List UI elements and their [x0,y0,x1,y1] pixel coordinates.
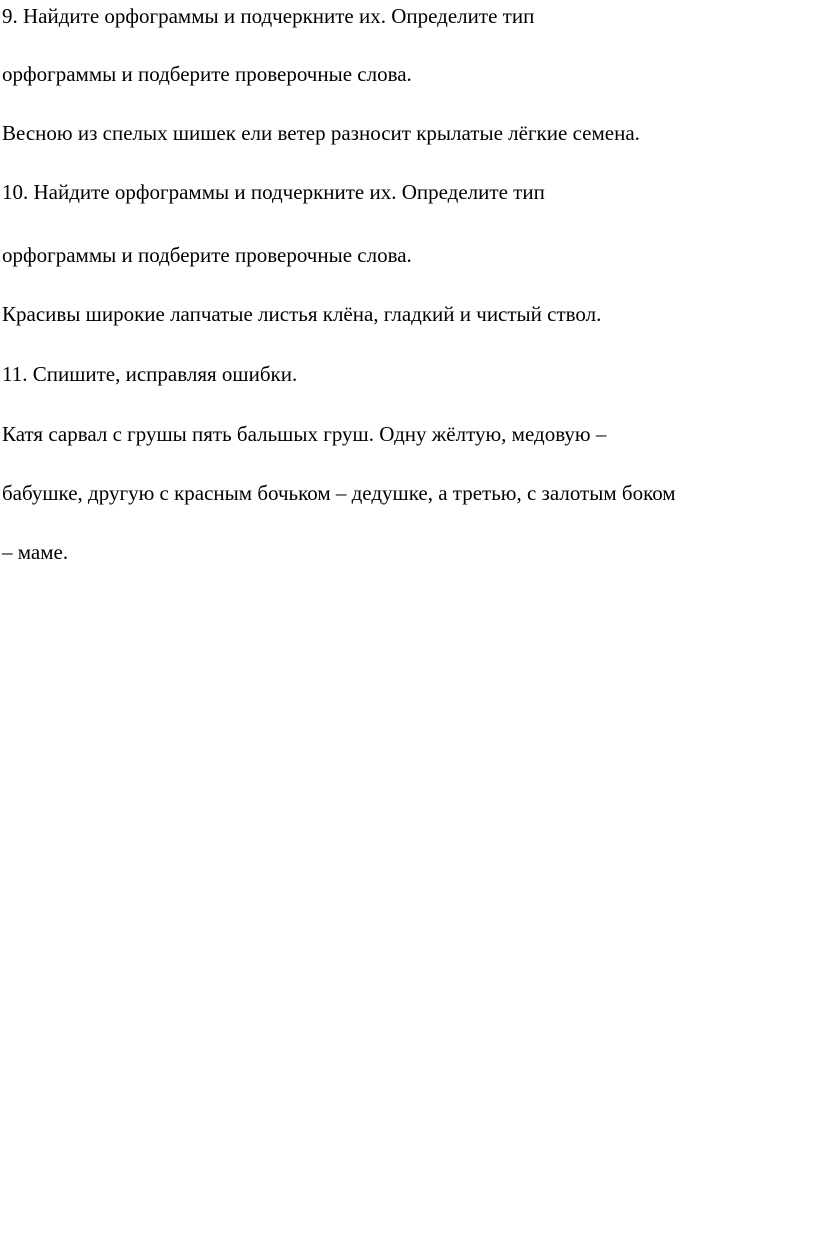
task-11-text-line-3: – маме. [2,540,69,564]
task-11-text-line-1: Катя сарвал с грушы пять бальшых груш. Одну жёлтую, медовую – [2,422,607,446]
task-9-sentence: Весною из спелых шишек ели ветер разносит крылатые лёгкие семена. [2,121,640,145]
task-10-sentence: Красивы широкие лапчатые листья клёна, гладкий и чистый ствол. [2,302,602,326]
task-10-instruction-line-2: орфограммы и подберите проверочные слова. [2,243,412,267]
task-9-instruction-line-1: 9. Найдите орфограммы и подчеркните их. Определите тип [2,4,535,28]
task-11-instruction: 11. Спишите, исправляя ошибки. [2,362,298,386]
task-11-text-line-2: бабушке, другую с красным бочьком – дедушке, а третью, с залотым боком [2,481,676,505]
task-9-instruction-line-2: орфограммы и подберите проверочные слова. [2,62,412,86]
task-10-instruction-line-1: 10. Найдите орфограммы и подчеркните их. Определите тип [2,180,545,204]
